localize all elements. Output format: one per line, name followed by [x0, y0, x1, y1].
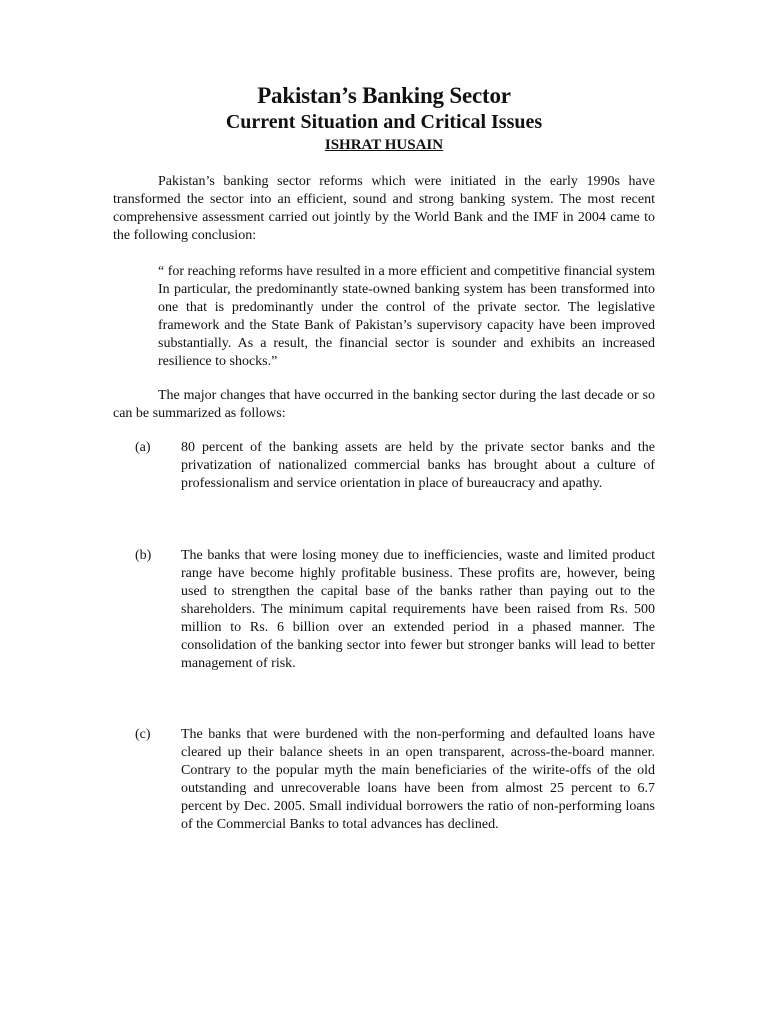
- document-title: Pakistan’s Banking Sector: [257, 83, 511, 108]
- summary-paragraph: The major changes that have occurred in the banking sector during the last decade or so can be summarized as follows:: [113, 388, 655, 421]
- list-item-text: The banks that were burdened with the non-performing and defaulted loans have cleared up their balance sheets in an open transparent, across-the-board manner. Contrary to the popular myth the main beneficiaries of the wirite-offs of the old outstanding and unrecoverable loans have been from almost 25 percent to 6.7 percent by Dec. 2005. Small individual borrowers the ratio of non-performing loans of the Commercial Banks to total advances has declined.: [181, 727, 655, 832]
- intro-paragraph: Pakistan’s banking sector reforms which were initiated in the early 1990s have transformed the sector into an efficient, sound and strong banking system. The most recent comprehensive assessment carried out jointly by the World Bank and the IMF in 2004 came to the following conclusion:: [113, 174, 655, 243]
- list-item-text: 80 percent of the banking assets are held by the private sector banks and the privatization of nationalized commercial banks has brought about a culture of professionalism and service orientation in place of bureaucracy and apathy.: [181, 440, 655, 491]
- list-item-marker: (c): [135, 727, 151, 742]
- document-author: ISHRAT HUSAIN: [324, 137, 444, 153]
- list-item-marker: (b): [135, 548, 152, 563]
- list-item-marker: (a): [135, 440, 151, 455]
- list-item-text: The banks that were losing money due to inefficiencies, waste and limited product range have become highly profitable business. These profits are, however, being used to strengthen the capital base of the banks rather than paying out to the shareholders. The minimum capital requirements have been raised from Rs. 500 million to Rs. 6 billion over an extended period in a phased manner. The consolidation of the banking sector into fewer but stronger banks will lead to better management of risk.: [181, 548, 655, 671]
- quoted-conclusion: “ for reaching reforms have resulted in a more efficient and competitive financial system In particular, the predominantly state-owned banking system has been transformed into one that is predominantly under the control of the private sector. The legislative framework and the State Bank of Pakistan’s supervisory capacity have been improved substantially. As a result, the financial sector is sounder and exhibits an increased resilience to shocks.”: [158, 264, 655, 369]
- document-subtitle: Current Situation and Critical Issues: [225, 111, 543, 133]
